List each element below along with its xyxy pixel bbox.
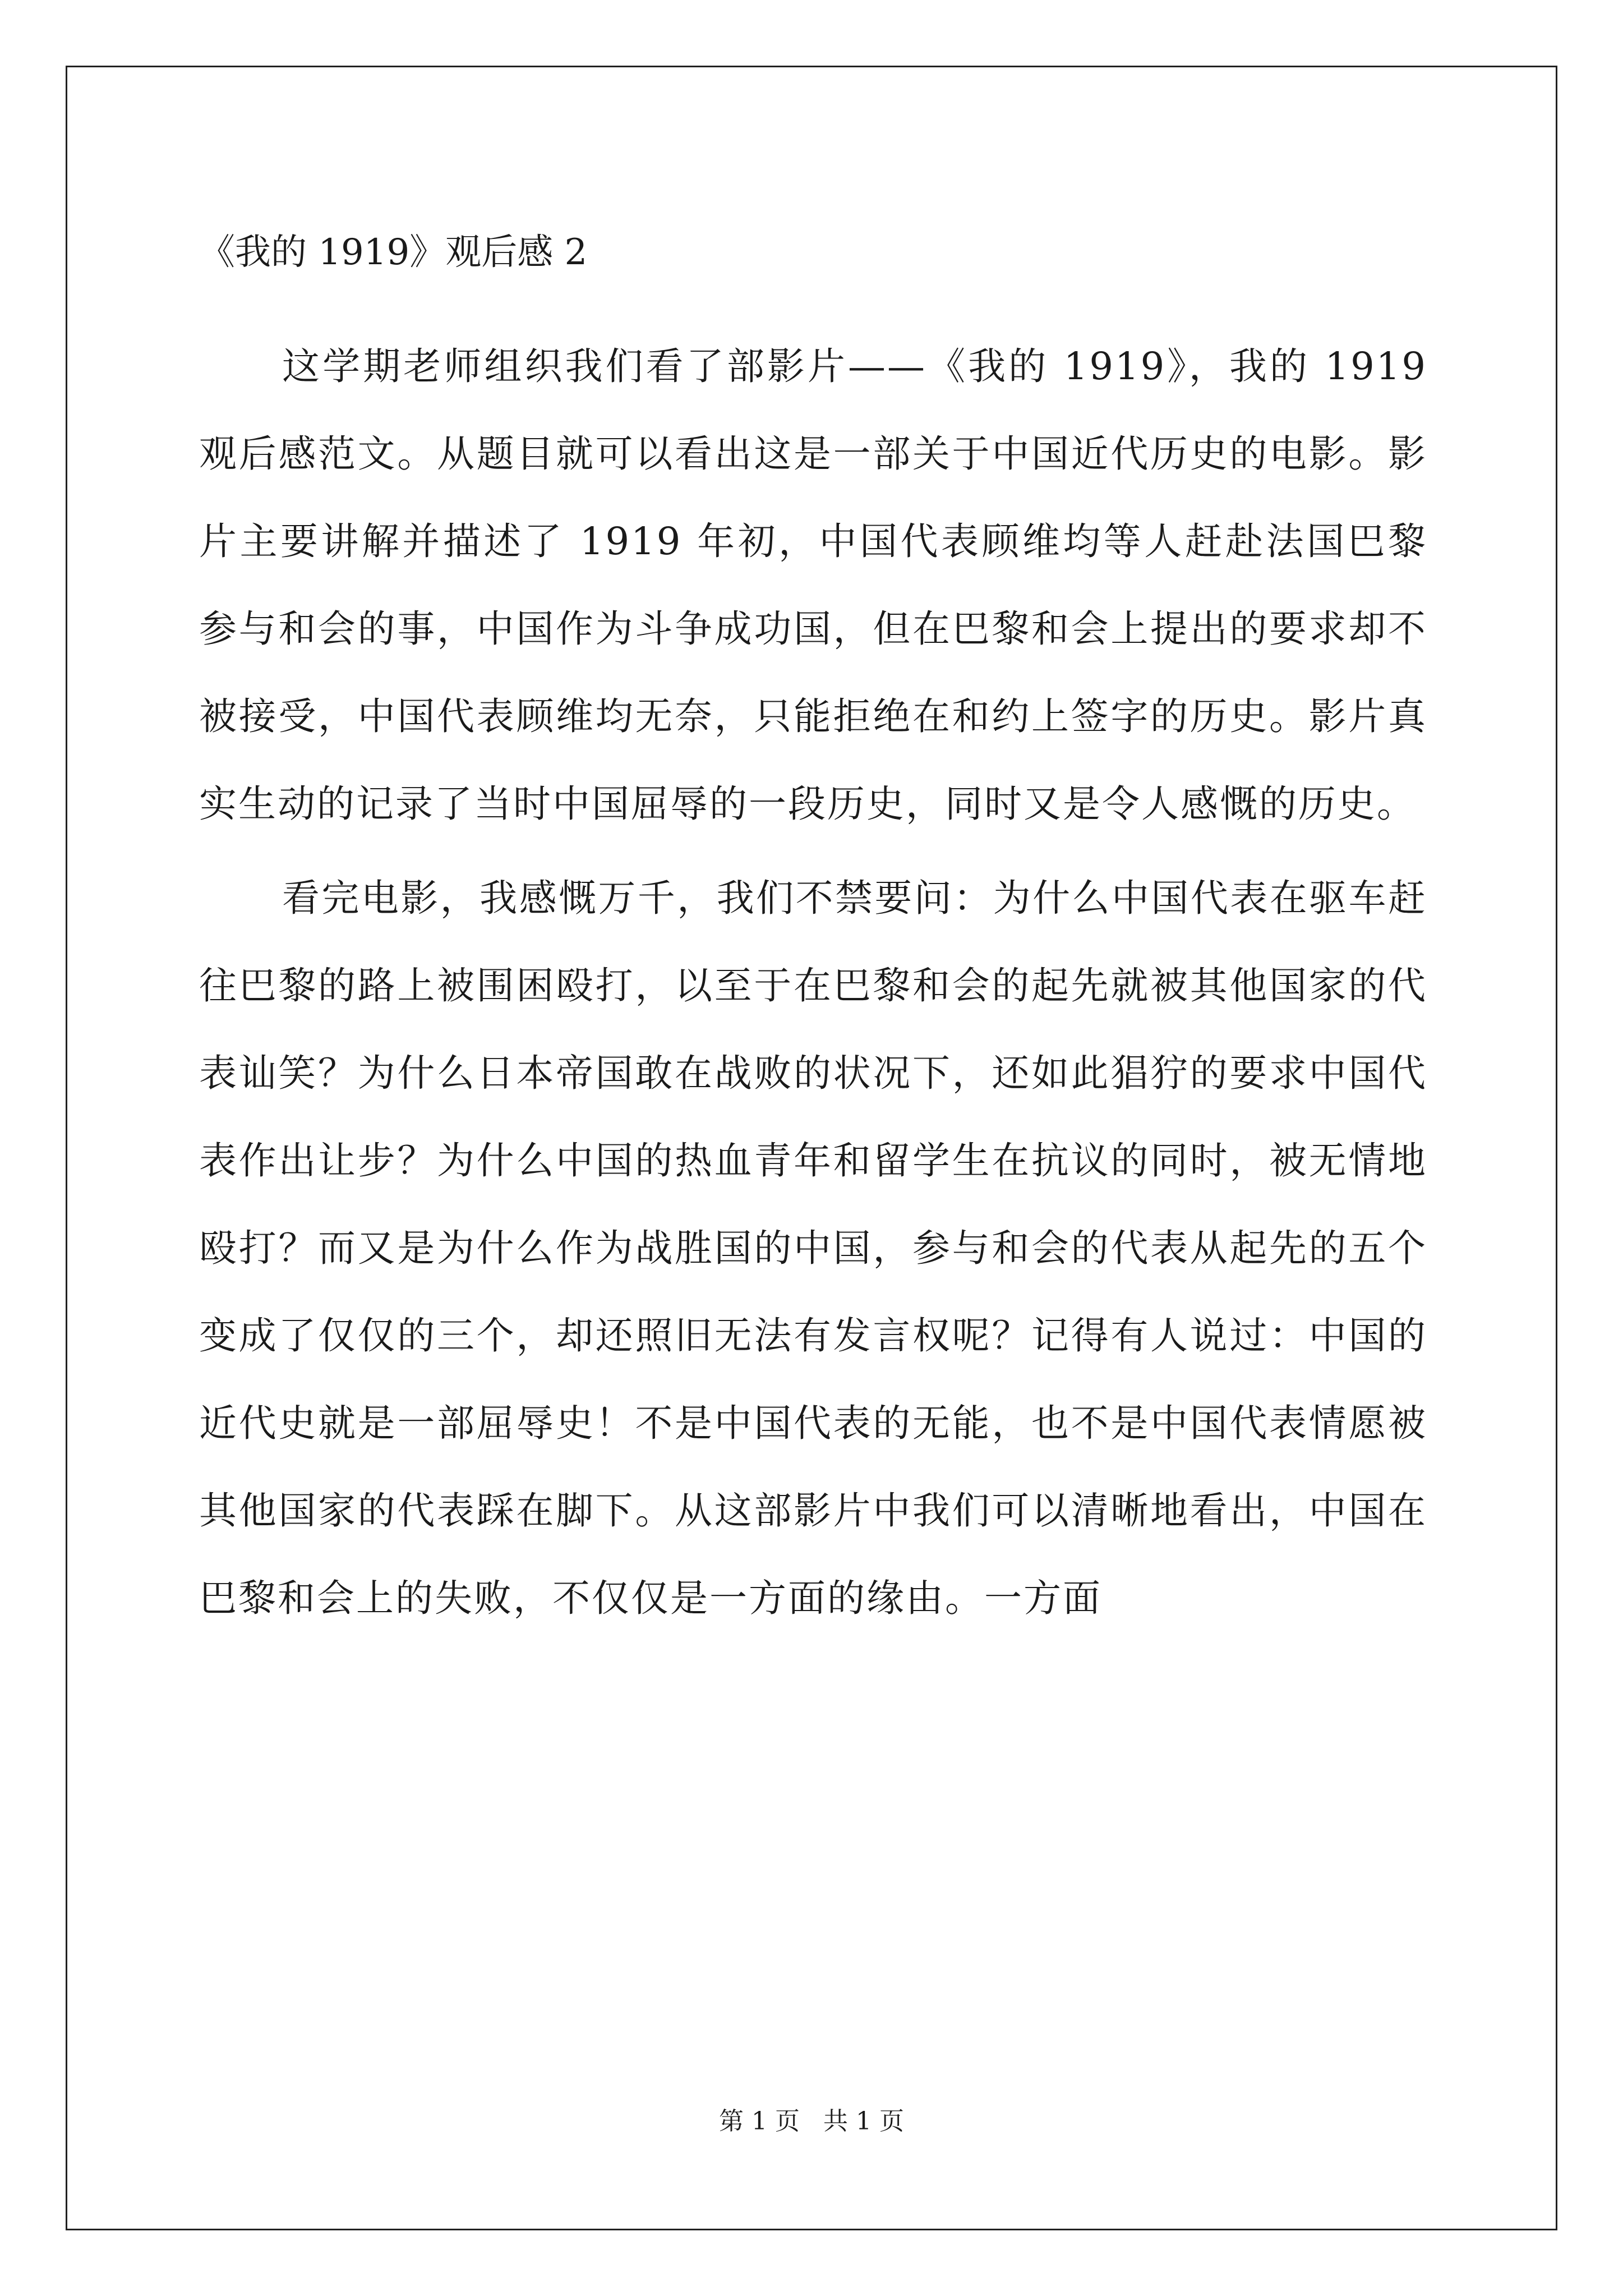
page-footer: 第 1 页 共 1 页 — [719, 2107, 904, 2136]
paragraph-2: 看完电影，我感慨万千，我们不禁要问：为什么中国代表在驱车赶往巴黎的路上被围困殴打，以至于在巴黎和会的起先就被其他国家的代表讪笑？为什么日本帝国敢在战败的状况下，还如此猖狞的要求中国代表作出让步？为什么中国的热血青年和留学生在抗议的同时，被无情地殴打？而又是为什么作为战胜国的中国，参与和会的代表从起先的五个变成了仅仅的三个，却还照旧无法有发言权呢？记得有人说过：中国的近代史就是一部屈辱史！不是中国代表的无能，也不是中国代表情愿被其他国家的代表踩在脚下。从这部影片中我们可以清晰地看出，中国在巴黎和会上的失败，不仅仅是一方面的缘由。一方面 — [199, 876, 1427, 1620]
document-body — [199, 222, 1427, 1642]
document-title: 《我的 1919》观后感 2 — [199, 232, 588, 273]
paragraph-1: 这学期老师组织我们看了部影片——《我的 1919》，我的 1919 观后感范文。从题目就可以看出这是一部关于中国近代历史的电影。影片主要讲解并描述了 1919 年初，中国代表顾维均等人赶赴法国巴黎参与和会的事，中国作为斗争成功国，但在巴黎和会上提出的要求却不被接受，中国代表顾维均无奈，只能拒绝在和约上签字的历史。影片真实生动的记录了当时中国屈辱的一段历史，同时又是令人感慨的历史。 — [199, 344, 1427, 826]
